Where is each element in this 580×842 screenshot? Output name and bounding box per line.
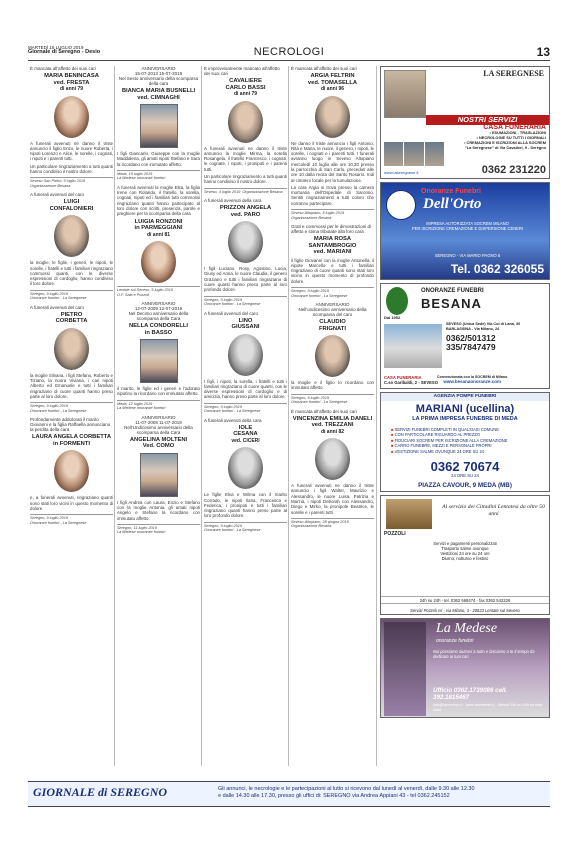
seal-logo — [386, 190, 416, 220]
obituary-molteni: ANNIVERSARIO 11-07-2008 11-07-2019 Nell'Undicesimo anniversario della scomparsa della Cara ANGELINA MOLTENI Ved. COMO I figli Andrea con Laura, Enzio e Stefano con la moglie Antonia, gli amati nipoti Angelo e Stefano la ricordano con immutato affetto. Seregno, 11 luglio 2019La Medese onoranze funebri — [117, 414, 200, 535]
obituary-giussani: A funerali avvenuti del caro LINO GIUSSANI I figli, i nipoti, la sorella, i fratelli e tutti i familiari ringraziano di cuore quanti, con le diverse espressioni di cordoglio e di amicizia, hanno preso parte al loro dolore. Seregno, 9 luglio 2019Onoranze funebri - La Seregnese — [204, 310, 287, 414]
portrait-photo — [140, 104, 178, 148]
header-date: MARTEDÌ 16 LUGLIO 2019 Giornale di Seregno - Desio — [28, 45, 101, 55]
footer-banner: GIORNALE di SEREGNO Gli annunci, le necrologie e le partecipazioni al lutto si ricevono dal lunedì al venerdì, dalle 9.30 alle 12.30 e dalle 14.30 alle 17.30, presso gli uffici di: SEREGNO via Andrea Appiani 43 - tel 0362.245152 — [28, 781, 550, 807]
portrait-photo — [228, 221, 263, 263]
obituary-benincasa: È mancata all'affetto dei suoi cari MARIA BENINCASA ved. FRESTA di anni 79 A funerali avvenuti ne danno il triste annuncio il figlio Enzo, le nuore Roberta, i nipoti Lorenzo e Alice, le sorelle, i cognati, i nipoti e i parenti tutti. Un particolare ringraziamento a tutti quanti hanno condiviso il nostro dolore. Seveso San Pietro, 9 luglio 2019Organizzazione Besana — [30, 66, 113, 188]
obituary-column-4 — [291, 66, 374, 766]
pozzoli-logo — [386, 499, 432, 529]
portrait-photo — [228, 447, 263, 489]
medese-photo — [384, 622, 426, 716]
obituary-corbetta: A funerali avvenuti del caro PIETRO CORBETTA la moglie Silvana, i figli Stefano, Roberto e Tiziano, la nuora Viviana, i cari nipoti Alberto ed Emanuele e tutti i familiari ringraziano di cuore quanti hanno preso parte al loro dolore. Seregno, 9 luglio 2019Onoranze funebri - La Seregnese — [30, 304, 113, 413]
page-header — [28, 45, 550, 61]
obituary-busnelli: ANNIVERSARIO 15-07-2013 15-07-2019 Nel Sesto anniversario della scomparsa della cara BIANCA MARIA BUSNELLI ved. CIMNAGHI I figli Giancarlo, Giuseppe con la moglie Maddalena, gli amati nipoti Stefano e Sara la ricordano con immutato affetto. Meda, 15 luglio 2019La Medese onoranze funebri — [117, 66, 200, 181]
ad-pozzoli[interactable]: POZZOLI Al servizio dei Cittadini Lentatesi da oltre 50 anni Servizi e pagamenti personalizzati Trasporto salme ovunque Vestizioni 24 ore su 24 ore Diurno, notturno e festivo 24h su 24h - tel. 0362 568474 - fax 0362 542326 Servizi Pozzoli srl - via Milano, 3 - 20823 Lentate sul Seveso — [380, 495, 550, 615]
page-number: 13 — [536, 45, 550, 59]
obituary-santambrogio: Grati e commossi per le dimostrazioni di affetto e stima tributate alla loro cara MARIA ROSA SANTAMBROGIO ved. MARIANI il figlio Giovanni con la moglie Antonella, il nipote Marcello e tutti i familiari ringraziano di cuore quanti sono stati loro vicino in questo momento di profondo dolore. Seregno, 9 luglio 2019Onoranze funebri - La Seregnese — [291, 224, 374, 298]
section-title: NECROLOGI — [253, 46, 325, 58]
besana-logo — [386, 287, 408, 315]
obituary-prizzon: A funerali avvenuti della cara PRIZZON ANGELA ved. PARO I figli Luciano, Rosy, Agostino, Lucia, Giusy ed Anna, le nuore Claudia, il genero Graziano e tutti i familiari ringraziano di cuore quanti hanno preso parte al loro profondo dolore. Seregno, 9 luglio 2019Onoranze funebri - La Seregnese — [204, 198, 287, 307]
ad-mariani[interactable]: AGENZIA POMPE FUNEBRI MARIANI (ucellina) LA PRIMA IMPRESA FUNEBRE DI MEDA ■ SERVIZI FUNEBRI COMPLETI IN QUALSIASI COMUNE ■ CON PARTICOLARE RIGUARDO AL PREZZO ■ FIDUCIARI SOCREM PER ISCRIZIONE ALLA CREMAZIONE ■ CARRO FUNEBRE, MEZZI E PERSONALE PROPRI ■ VESTIZIONE SALME OVUNQUE 24 ORE SU 24 0362 70674 24 ORE SU 24 PIAZZA CAVOUR, 9 MEDA (MB) — [380, 392, 550, 492]
obituary-feltrin: È mancata all'affetto dei suoi cari ARGIA FELTRIN ved. TOMASELLA di anni 96 Ne danno il triste annuncio i figli Antonio, Rita e Maria, le nuore, il genero, i nipoti, le sorelle, i cognati e i parenti tutti. I funerali avranno luogo in Seveso Altopiano mercoledì 10 luglio alle ore 10,30 presso la parrocchia di San Carlo, preceduti alle ore 10 dalla recita del Santo Rosario. Indi al cimitero locale per la tumulazione. La cara Argia si trova presso la camera mortuaria dell'Ospedale di Saronno. Sentiti ringraziamenti a tutti coloro che vorranno partecipare. Seveso Altopiano, 8 luglio 2019Organizzazione Besana — [291, 66, 374, 220]
obituary-column-3 — [204, 66, 287, 766]
portrait-photo — [140, 453, 178, 497]
obituary-condorelli: ANNIVERSARIO 12-07-2009 12-07-2019 Nel Decimo anniversario della scomparsa della Cara NELLA CONDORELLI in BASSO il marito, le figlie ed i generi e l'adorato nipotino la ricordano con immutato affetto. Meda, 12 luglio 2019La Medese onoranze funebri — [117, 301, 200, 411]
obituary-column-2 — [117, 66, 200, 766]
obituary-formenti: Profondamente addolorati il marito Giovanni e la figlia Raffaella annunciano la perdita della cara LAURA ANGELA CORBETTA in FORMENTI e, a funerali avvenuti, ringraziano quanti sono stati loro vicini in questo momento di dolore. Seregno, 9 luglio 2019Onoranze funebri - La Seregnese — [30, 417, 113, 525]
portrait-photo — [54, 96, 89, 138]
newspaper-logo: GIORNALE di SEREGNO — [33, 785, 168, 799]
ad-la-seregnese[interactable]: LA SEREGNESE NOSTRI SERVIZI CASA FUNERARIA • ESUMAZIONI - TRASLAZIONI • NECROLOGIE SU TUTTI I GIORNALI • CREMAZIONI E ISCRIZIONI ALLA SOCREM "La Seregnese" di Via Cavalieri, 9 - Seregno www.laseregnese.it 0362 231220 — [380, 66, 550, 179]
obituary-bassi: È improvvisamente mancato all'affetto dei suoi cari CAVALIERE CARLO BASSI di anni 79 A funerali avvenuti ne danno il triste annuncio la moglie Mirma, la sorella Rosangela, il fratello Francesco, i cognati, le cognate, i nipoti, i pronipoti e i parenti tutti. Un particolare ringraziamento a tutti quanti hanno condiviso il nostro dolore. Seveso, 4 luglio 2019 Organizzazione Besana — [204, 66, 287, 194]
portrait-photo — [54, 328, 89, 370]
obituary-daneli: È mancata all'affetto dei suoi cari VINCENZINA EMILIA DANELI ved. TREZZANI di anni 82 A funerali avvenuti ne danno il triste annuncio i figli Walter, Maurizio e Alessandro, le nuore Luisa, Patrizia e Marzia, i nipoti Deborah con Alessandro, Diego e Mirko, la pronipote Beatrice, le sorelle e i parenti tutti. Seveso Altopiano, 28 giugno 2019Organizzazione Besana — [291, 408, 374, 529]
portrait-photo — [54, 450, 89, 492]
ad-la-medese[interactable]: La Medese onoranze funebri Noi possiamo aiutarvi a tutto e lasciamo a te il tempo da dedicare ai tuoi cari Ufficio 0362.1739086 cell. 392.1815467 info@lamedese.it - www.lamedese.it - Servizi 24h su 24h su tutto Italia — [380, 618, 550, 718]
obituary-ronzoni: A funerali avvenuti la moglie Elsa, la figlia Irene con Rolando, il fratello, la sorella, cognati, nipoti ed i familiari tutti commossi ringraziano quanti hanno partecipato al loro dolore con scritti, presenza, parole e preghiere per la scomparsa della cara LUIGIA RONZONI in PARMEGGIANI di anni 81 Lentate sul Seveso, 5 luglio 2019O.F. Sala e Pozzoli — [117, 184, 200, 297]
portrait-photo — [54, 215, 89, 257]
portrait-photo — [315, 335, 350, 377]
services-list: ■ SERVIZI FUNEBRI COMPLETI IN QUALSIASI COMUNE ■ CON PARTICOLARE RIGUARDO AL PREZZO ■ FIDUCIARI SOCREM PER ISCRIZIONE ALLA CREMAZIONE ■ CARRO FUNEBRE, MEZZI E PERSONALE PROPRI ■ VESTIZIONE SALME OVUNQUE 24 ORE SU 24 — [391, 427, 507, 454]
building-photo — [384, 324, 442, 368]
portrait-photo — [315, 96, 350, 138]
obituary-cesana: A funerali avvenuti della cara IOLE CESANA ved. CICERI Le figlie Elva e Wilma con il marito Corrado, le nipoti Ilaria, Francesca e Federica, i pronipoti e tutti i familiari ringraziano quanti hanno preso parte al loro profondo dolore. Seregno, 9 luglio 2019Onoranze funebri - La Seregnese — [204, 417, 287, 533]
obituary-column-1 — [30, 66, 113, 766]
staff-photo — [384, 70, 426, 118]
portrait-photo — [228, 334, 263, 376]
ad-besana[interactable]: Dal 1952 ONORANZE FUNEBRI BESANA SEVESO (Unica Sede) Via Col di Lana, 30 BARLASSINA - Via Milano, 24 0362/501312 335/7847479 CASA FUNERARIA C.so Garibaldi, 2 - SEVESO Convenzionata con la SOCREM di Milano www.besanaonoranze.com — [380, 283, 550, 389]
portrait-photo — [315, 438, 350, 480]
obituary-confalonieri: A funerali avvenuti del caro LUIGI CONFALONIERI la moglie, le figlie, i generi, le nipoti, le sorelle, i fratelli e tutti i familiari ringraziano commossi quanti, con le diverse espressioni di cordoglio, hanno condiviso il loro dolore. Seregno, 9 luglio 2019Onoranze funebri - La Seregnese — [30, 192, 113, 301]
portrait-photo — [141, 241, 176, 283]
ads-column — [380, 66, 550, 721]
ad-dell-orto[interactable]: Onoranze Funebri Dell'Orto IMPRESA AUTORIZZATA SOCREM MILANO PER ISCRIZIONE CREMAZIONE E DISPERSIONE CENERI SEREGNO - VIA MARIO PAGNO 5 Tel. 0362 326055 — [380, 182, 550, 280]
portrait-photo — [228, 101, 263, 143]
portrait-photo — [140, 339, 178, 383]
ad-thumbnails — [384, 142, 444, 166]
obituary-frignati: ANNIVERSARIO Nell'undicesimo anniversario della scomparsa del caro CLAUDIO FRIGNATI la moglie e il figlio lo ricordano con immutato affetto. Seregno, 9 luglio 2019Onoranze funebri - La Seregnese — [291, 302, 374, 405]
